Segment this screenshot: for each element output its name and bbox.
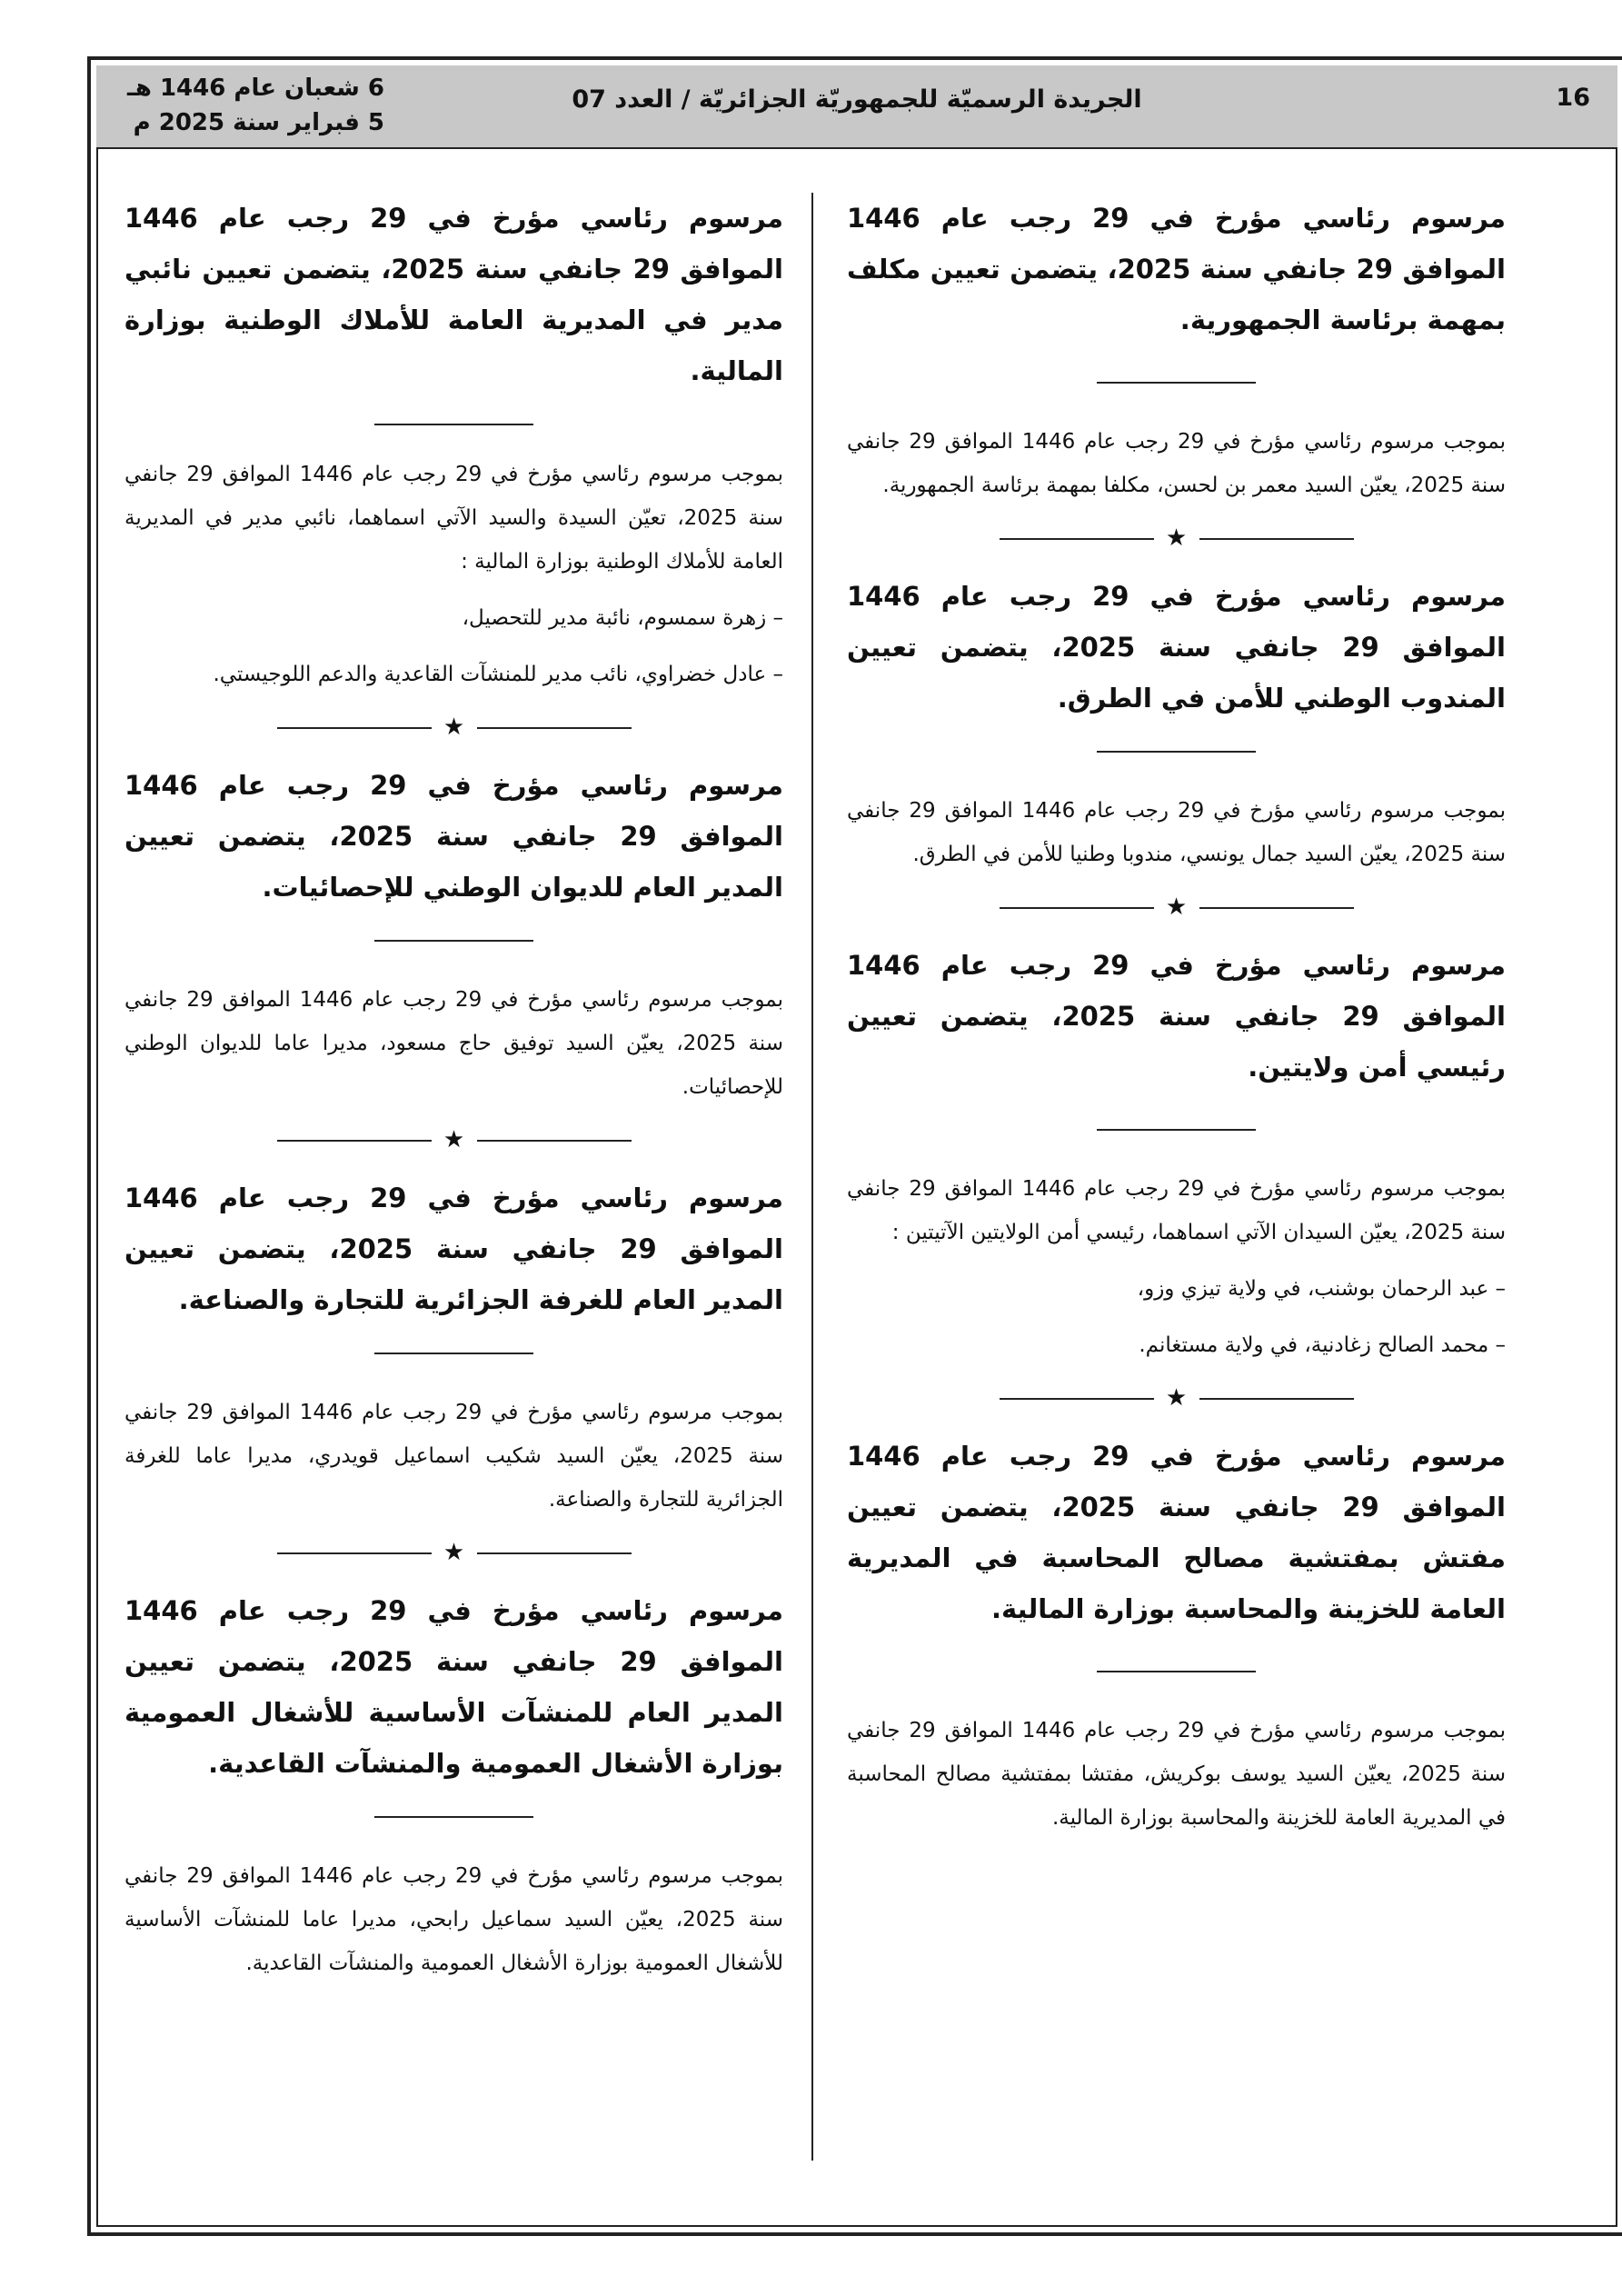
star-separator (1000, 525, 1354, 553)
appointee-item: – محمد الصالح زغادنية، في ولاية مستغانم. (1139, 1333, 1506, 1357)
star-separator (277, 1127, 632, 1154)
decree-body: بموجب مرسوم رئاسي مؤرخ في 29 رجب عام 1446 الموافق 29 جانفي سنة 2025، يعيّن السيد شكيب اسماعيل قويدري، مديرا عاما للغرفة الجزائرية للتجارة والصناعة. (124, 1401, 783, 1512)
decree-body: بموجب مرسوم رئاسي مؤرخ في 29 رجب عام 1446 الموافق 29 جانفي سنة 2025، يعيّن السيد يوسف بوكريش، مفتشا بمفتشية مصالح المحاسبة في المديرية العامة للخزينة والمحاسبة بوزارة المالية. (847, 1719, 1506, 1830)
page-number: 16 (1556, 84, 1590, 112)
star-icon: ★ (443, 714, 465, 741)
date-gregorian: 5 فبراير سنة 2025 م (133, 109, 384, 136)
left-column (124, 193, 783, 1985)
decree-title: مرسوم رئاسي مؤرخ في 29 رجب عام 1446 الموافق 29 جانفي سنة 2025، يتضمن تعيين المدير العام للديوان الوطني للإحصائيات. (124, 770, 784, 903)
decree-body: بموجب مرسوم رئاسي مؤرخ في 29 رجب عام 1446 الموافق 29 جانفي سنة 2025، يعيّن السيد معمر بن لحسن، مكلفا بمهمة برئاسة الجمهورية. (847, 430, 1506, 497)
decree-body: بموجب مرسوم رئاسي مؤرخ في 29 رجب عام 1446 الموافق 29 جانفي سنة 2025، يعيّن السيد جمال يونسي، مندوبا وطنيا للأمن في الطرق. (847, 799, 1506, 866)
appointee-item: – عادل خضراوي، نائب مدير للمنشآت القاعدية والدعم اللوجيستي. (213, 663, 783, 686)
decree-title: مرسوم رئاسي مؤرخ في 29 رجب عام 1446 الموافق 29 جانفي سنة 2025، يتضمن تعيين المندوب الوطني للأمن في الطرق. (847, 581, 1507, 714)
star-separator (1000, 1385, 1354, 1413)
decree-title: مرسوم رئاسي مؤرخ في 29 رجب عام 1446 الموافق 29 جانفي سنة 2025، يتضمن تعيين المدير العام للمنشآت الأساسية للأشغال العمومية بوزارة الأشغال العمومية والمنشآت القاعدية. (124, 1595, 784, 1779)
page-header (96, 65, 1617, 149)
date-hijri: 6 شعبان عام 1446 هـ (127, 75, 384, 102)
column-divider (811, 193, 813, 2161)
decree-body: بموجب مرسوم رئاسي مؤرخ في 29 رجب عام 1446 الموافق 29 جانفي سنة 2025، يعيّن السيدان الآتي اسماهما، رئيسي أمن الولايتين الآتيتين : (847, 1177, 1506, 1244)
decree-body: بموجب مرسوم رئاسي مؤرخ في 29 رجب عام 1446 الموافق 29 جانفي سنة 2025، تعيّن السيدة والسيد الآتي اسماهما، نائبي مدير في المديرية العامة للأملاك الوطنية بوزارة المالية : (124, 463, 784, 574)
star-separator (277, 1540, 632, 1567)
header-dates (127, 71, 384, 140)
decree-title: مرسوم رئاسي مؤرخ في 29 رجب عام 1446 الموافق 29 جانفي سنة 2025، يتضمن تعيين نائبي مدير في المديرية العامة للأملاك الوطنية بوزارة المالية. (124, 203, 783, 386)
appointee-item: – زهرة سمسوم، نائبة مدير للتحصيل، (462, 606, 783, 630)
star-icon: ★ (1165, 893, 1188, 921)
decree-title: مرسوم رئاسي مؤرخ في 29 رجب عام 1446 الموافق 29 جانفي سنة 2025، يتضمن تعيين مفتش بمفتشية مصالح المحاسبة في المديرية العامة للخزينة والمحاسبة بوزارة المالية. (847, 1441, 1507, 1624)
star-icon: ★ (443, 1539, 465, 1566)
decree-title: مرسوم رئاسي مؤرخ في 29 رجب عام 1446 الموافق 29 جانفي سنة 2025، يتضمن تعيين المدير العام للغرفة الجزائرية للتجارة والصناعة. (124, 1183, 784, 1315)
decree-title: مرسوم رئاسي مؤرخ في 29 رجب عام 1446 الموافق 29 جانفي سنة 2025، يتضمن تعيين مكلف بمهمة برئاسة الجمهورية. (847, 203, 1507, 335)
star-icon: ★ (1165, 1384, 1188, 1412)
star-separator (1000, 894, 1354, 922)
star-icon: ★ (1165, 524, 1188, 552)
appointee-item: – عبد الرحمان بوشنب، في ولاية تيزي وزو، (1137, 1277, 1506, 1301)
decree-body: بموجب مرسوم رئاسي مؤرخ في 29 رجب عام 1446 الموافق 29 جانفي سنة 2025، يعيّن السيد سماعيل رابحي، مديرا عاما للمنشآت الأساسية للأشغال العمومية بوزارة الأشغال العمومية والمنشآت القاعدية. (124, 1864, 783, 1975)
right-column (847, 193, 1506, 1840)
star-separator (277, 714, 632, 742)
star-icon: ★ (443, 1126, 465, 1153)
decree-title: مرسوم رئاسي مؤرخ في 29 رجب عام 1446 الموافق 29 جانفي سنة 2025، يتضمن تعيين رئيسي أمن ولايتين. (847, 950, 1507, 1083)
decree-body: بموجب مرسوم رئاسي مؤرخ في 29 رجب عام 1446 الموافق 29 جانفي سنة 2025، يعيّن السيد توفيق حاج مسعود، مديرا عاما للديوان الوطني للإحصائيات. (124, 988, 783, 1099)
gazette-title: الجريدة الرسميّة للجمهوريّة الجزائريّة / العدد 07 (572, 85, 1142, 114)
